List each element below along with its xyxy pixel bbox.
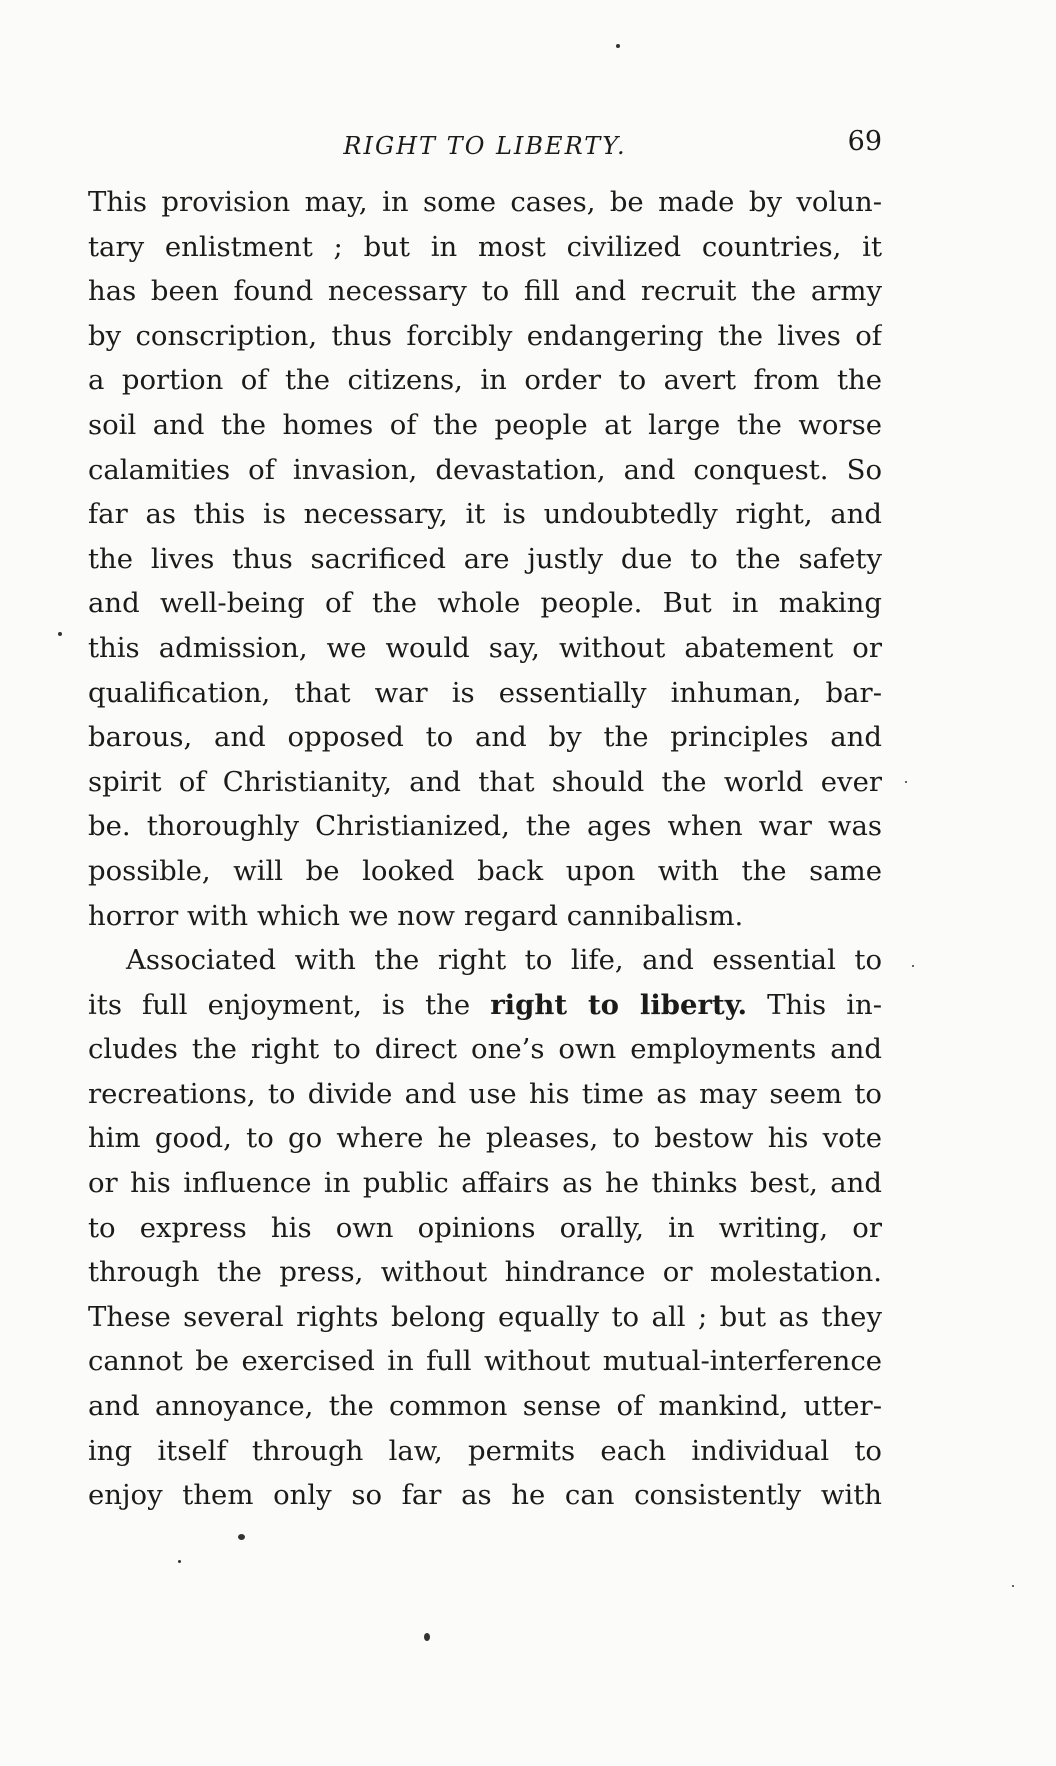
text-line: recreations, to divide and use his time as may seem to [88,1077,882,1110]
text-line: enjoy them only so far as he can consistently with [88,1479,882,1512]
text-line: through the press, without hindrance or molestation. [88,1256,882,1289]
text-line: These several rights belong equally to all ; but as they [88,1300,882,1333]
text-line: spirit of Christianity, and that should the world ever [88,765,882,798]
text-line: by conscription, thus forcibly endangering the lives of [88,319,882,352]
scan-speck [912,965,914,967]
running-head [88,126,882,166]
scan-speck [616,44,620,48]
text-line: far as this is necessary, it is undoubtedly right, and [88,498,882,531]
scan-speck [178,1560,181,1563]
scan-speck [58,632,62,636]
text-line: ing itself through law, permits each individual to [88,1434,882,1467]
text-line: and well-being of the whole people. But in making [88,587,882,620]
scan-speck [238,1534,245,1540]
text-line: a portion of the citizens, in order to avert from the [88,364,882,397]
text-line: soil and the homes of the people at large the worse [88,408,882,441]
text-line: to express his own opinions orally, in writing, or [88,1211,882,1244]
text-fragment: its full enjoyment, is the [88,988,471,1021]
text-line-with-emphasis [88,983,882,1028]
text-line: cannot be exercised in full without mutual-interference [88,1345,882,1378]
text-line: be. thoroughly Christianized, the ages when war was [88,810,882,843]
text-line: barous, and opposed to and by the principles and [88,721,882,754]
text-line: and annoyance, the common sense of mankind, utter- [88,1390,882,1423]
text-line: cludes the right to direct one’s own employments and [88,1033,882,1066]
text-line: possible, will be looked back upon with the same [88,854,882,887]
text-line-paragraph-end: horror with which we now regard cannibalism. [88,899,744,932]
text-line: or his influence in public affairs as he thinks best, and [88,1167,882,1200]
scan-speck [424,1633,430,1641]
text-line: the lives thus sacrificed are justly due to the safety [88,542,882,575]
text-line: has been found necessary to fill and recruit the army [88,275,882,308]
text-line: This provision may, in some cases, be made by volun- [88,186,882,218]
body-text [88,180,882,1518]
page-number: 69 [847,126,882,157]
text-line-paragraph-start: Associated with the right to life, and essential to [126,944,882,977]
text-line: this admission, we would say, without abatement or [88,631,882,664]
scan-speck [905,781,907,783]
text-line: tary enlistment ; but in most civilized countries, it [88,230,882,263]
text-line: calamities of invasion, devastation, and conquest. So [88,453,882,486]
text-line: him good, to go where he pleases, to bestow his vote [88,1122,882,1155]
scan-speck [1012,1585,1014,1587]
running-title: RIGHT TO LIBERTY. [343,132,627,160]
text-fragment: This in- [767,988,882,1021]
bold-phrase: right to liberty. [490,988,748,1021]
text-line: qualification, that war is essentially inhuman, bar- [88,676,882,709]
